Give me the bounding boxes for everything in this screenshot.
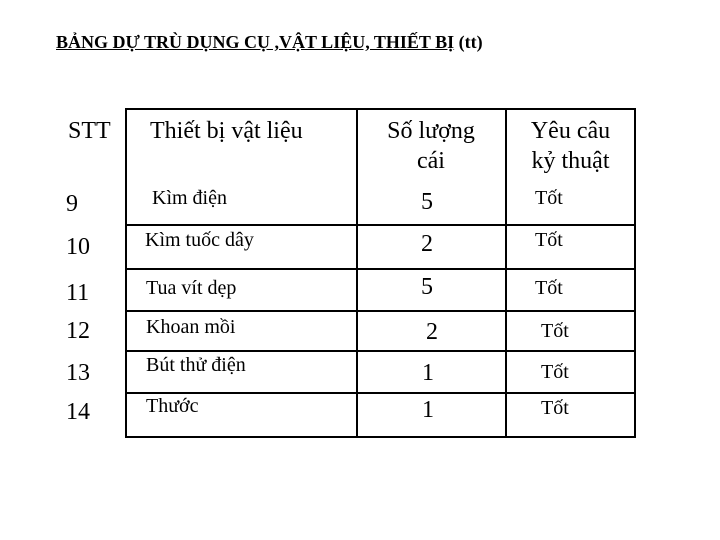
header-requirement-line2: kỷ thuật — [531, 148, 610, 174]
row-requirement: Tốt — [535, 277, 563, 299]
row-item: Bút thử điện — [146, 354, 246, 376]
row-divider-5 — [125, 392, 636, 394]
row-stt: 14 — [66, 399, 90, 425]
title-main: BẢNG DỰ TRÙ DỤNG CỤ ,VẬT LIỆU, THIẾT BỊ — [56, 32, 455, 52]
row-quantity: 1 — [422, 360, 434, 386]
row-stt: 11 — [66, 280, 90, 306]
column-divider-1 — [125, 108, 127, 438]
table-bottom-border — [125, 436, 636, 438]
table-top-border — [125, 108, 636, 110]
title-suffix: (tt) — [458, 32, 483, 52]
header-quantity-line2: cái — [417, 148, 445, 174]
header-requirement-line1: Yêu câu — [530, 118, 611, 144]
row-requirement: Tốt — [541, 397, 569, 419]
row-item: Kìm điện — [152, 187, 227, 209]
row-divider-2 — [125, 268, 636, 270]
header-item: Thiết bị vật liệu — [150, 118, 303, 144]
row-stt: 12 — [66, 318, 90, 344]
row-quantity: 5 — [421, 274, 433, 300]
row-stt: 10 — [66, 234, 90, 260]
header-quantity-line1: Số lượng — [387, 118, 475, 144]
row-requirement: Tốt — [535, 187, 563, 209]
row-requirement: Tốt — [535, 229, 563, 251]
row-stt: 9 — [66, 191, 78, 217]
row-quantity: 2 — [421, 231, 433, 257]
row-divider-3 — [125, 310, 636, 312]
header-stt: STT — [68, 118, 111, 144]
row-quantity: 2 — [426, 319, 438, 345]
row-requirement: Tốt — [541, 320, 569, 342]
table-right-border — [634, 108, 636, 438]
row-quantity: 5 — [421, 189, 433, 215]
row-item: Khoan mồi — [146, 316, 236, 338]
row-requirement: Tốt — [541, 361, 569, 383]
row-stt: 13 — [66, 360, 90, 386]
row-item: Tua vít dẹp — [146, 277, 237, 299]
row-divider-4 — [125, 350, 636, 352]
row-item: Thước — [146, 395, 199, 417]
row-item: Kìm tuốc dây — [145, 229, 254, 251]
row-quantity: 1 — [422, 397, 434, 423]
row-divider-1 — [125, 224, 636, 226]
